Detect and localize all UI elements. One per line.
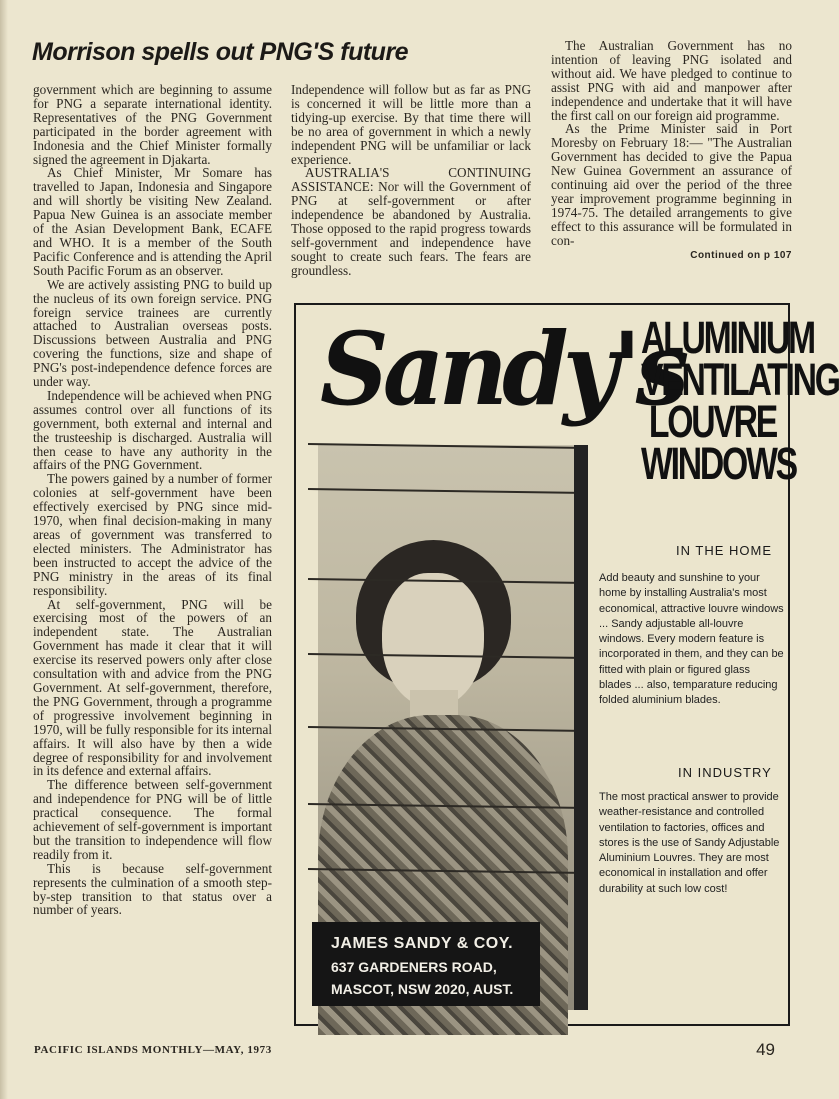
brand-logo: Sandy's xyxy=(320,310,684,428)
publication-footer: PACIFIC ISLANDS MONTHLY—MAY, 1973 xyxy=(34,1044,272,1056)
company-name: JAMES SANDY & COY. xyxy=(331,935,514,952)
face xyxy=(382,573,484,708)
address-box xyxy=(312,922,540,1006)
page-binding-edge xyxy=(0,0,8,1099)
paragraph: We are actively assisting PNG to build up the nucleus of its own foreign service. PNG foreign service trainees are currently attached to Australian overseas posts. Discussions between Australia and PNG covering the functions, size and shape of PNG's post-independence defence forces are under way. xyxy=(33,276,272,390)
paragraph: The powers gained by a number of former colonies at self-government have been effectively exercised by PNG since mid-1970, when final decision-making in many areas of government was transferred to elected ministers. The Administrator has been instructed to accept the advice of the PNG ministry in the areas of its final responsibility. xyxy=(33,471,272,598)
article-column-1 xyxy=(33,83,272,917)
page-number: 49 xyxy=(756,1040,775,1059)
continued-note: Continued on p 107 xyxy=(690,249,792,261)
paragraph: At self-government, PNG will be exercising most of the powers of an independent state. The Australian Government has made it clear that it will exercise its reserved powers only after close consultation with and advice from the PNG Government. At self-government, therefore, the PNG Government, through a programme of progressive involvement beginning in 1970, will be fully responsible for its internal affairs. It will also have by then a wide degree of responsibility for and involvement in its defence and external affairs. xyxy=(33,596,272,779)
window-frame xyxy=(574,445,588,1010)
product-line: VENTILATING xyxy=(641,354,839,405)
paragraph: As the Prime Minister said in Port Moresby on February 18:— "The Australian Government has decided to give the Papua New Guinea Government an assurance of continuing aid over the period of the three year improvement programme beginning in 1974-75. The detailed arrangements to give effect to this assurance will be formulated in con- xyxy=(551,121,792,248)
street-address: 637 GARDENERS ROAD, xyxy=(331,959,497,975)
paragraph: Independence will be achieved when PNG assumes control over all functions of its government, both external and internal and the trusteeship is discharged. Australia will then cease to have any authority in the affairs of the PNG Government. xyxy=(33,387,272,473)
paragraph: Independence will follow but as far as PNG is concerned it will be little more than a tidying-up exercise. By that time there will be no area of government in which a newly independent PNG will be unfamiliar or lack experience. xyxy=(291,82,531,167)
product-line: LOUVRE xyxy=(648,396,776,447)
product-line: WINDOWS xyxy=(641,438,796,489)
product-line: ALUMINIUM xyxy=(641,312,814,363)
paragraph: AUSTRALIA'S CONTINUING ASSISTANCE: Nor will the Government of PNG at self-government or after independence be abandoned by Australia. Those opposed to the rapid progress towards self-government and independence have sought to create such fears. The fears are groundless. xyxy=(291,165,531,278)
city-address: MASCOT, NSW 2020, AUST. xyxy=(331,981,514,997)
industry-heading: IN INDUSTRY xyxy=(678,765,772,780)
industry-text: The most practical answer to provide weather-resistance and controlled ventilation to factories, offices and stores is the use of Sandy Adjustable Aluminium Louvres. They are most economical in installation and offer durability at such low cost! xyxy=(599,791,780,895)
article-headline: Morrison spells out PNG'S future xyxy=(32,38,409,66)
paragraph: This is because self-government represents the culmination of a smooth step-by-step transition to that status over a number of years. xyxy=(33,860,272,918)
paragraph: The difference between self-government and independence for PNG will be of little practical consequence. The formal achievement of self-government is important but the transition to independence will flow readily from it. xyxy=(33,777,272,862)
article-column-2 xyxy=(291,83,531,278)
louvre-blade xyxy=(308,443,588,449)
advertisement xyxy=(294,303,839,1026)
home-text: Add beauty and sunshine to your home by installing Australia's most economical, attractive louvre windows ... Sandy adjustable all-louvre windows. Every modern feature is incorporated in them, and they can be fitted with plain or figured glass blades ... also, temparature reducing folded aluminium blades. xyxy=(599,572,784,707)
paragraph: As Chief Minister, Mr Somare has travelled to Japan, Indonesia and Singapore and will shortly be visiting New Zealand. Papua New Guinea is an associate member of the Asian Development Bank, ECAFE and WHO. It is a member of the South Pacific Conference and is attending the April South Pacific Forum as an observer. xyxy=(33,165,272,278)
louvre-blade xyxy=(308,488,588,494)
paragraph: government which are beginning to assume for PNG a separate international identity. Representatives of the PNG Government participated in the border agreement with Indonesia and the Chief Minister formally signed the agreement in Djakarta. xyxy=(33,82,272,167)
article-column-3 xyxy=(551,39,792,263)
paragraph: The Australian Government has no intention of leaving PNG isolated and without aid. We have pledged to continue to assist PNG with aid and manpower after independence and undertake that it will have the first call on our foreign aid programme. xyxy=(551,38,792,123)
home-heading: IN THE HOME xyxy=(676,543,772,558)
product-title xyxy=(641,312,839,489)
